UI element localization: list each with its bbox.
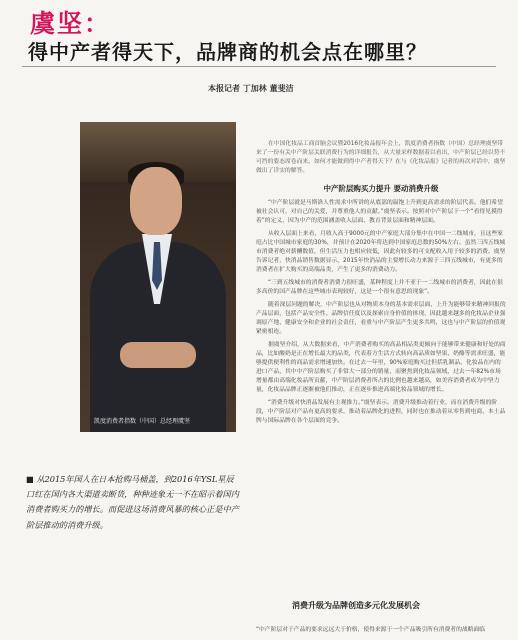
article-paragraph: “三到五线城市的消费者消费力很旺盛，某种程度上并不亚于一二线城市的消费者，因此在很多高价的国产品牌在这些城市表现较好，这是一个很有意思的现象”。 — [256, 280, 503, 295]
article-paragraph: “中产阶层对于产品的要求远远大于价格，使得来源于一个产品吸引所有消费者的战略面临 — [256, 627, 486, 633]
photo-face — [130, 167, 182, 235]
bullet-icon: ■ — [26, 474, 34, 484]
photo-hands — [120, 342, 196, 368]
article-paragraph: 据虞坚介绍，从大数据来看，中产消费者购买的高品相品类更倾向于能够带来健康和好处的商品，比如酸奶是正在增长最大的品类，代表着方生活方式转向高品质如坚果、奶酪等需求旺盛，能够提供便利性的商品需求增速加快。在过去一年里，90%家庭购买过但括乳制品、化妆品在内的进口产品，其中中产阶层购买了非常大一部分的销量，而聚焦到化妆品领域，过去一年82%市场增量都由高端化妆品所贡献，中产阶层消费者所占的比例也越来越高，如美容消费者成为中坚力量，化妆品品牌正逐渐被他们推动，正在逐步推进高端化妆品领域的增长。 — [256, 342, 506, 393]
article-body — [256, 140, 506, 430]
byline: 本报记者 丁加林 董斐洁 — [208, 84, 294, 93]
page-title: 得中产者得天下，品牌商的机会点在哪里？ — [28, 40, 427, 64]
interviewee-kicker: 虞坚： — [30, 9, 112, 38]
sidebar-note — [26, 472, 240, 533]
sidebar-note-text: 从2015年国人在日本抢购马桶盖，到2016年YSL星辰口红在国内各大渠道卖断货，种种迹象无一不在昭示着国内消费者购买力的增长。而促进这场消费风暴的核心正是中产阶层推动的消费升级。 — [26, 474, 239, 530]
photo-caption: 凯度消费者指数（中国）总经理虞坚 — [94, 418, 191, 425]
portrait-photo — [80, 122, 236, 432]
section-heading: 中产阶层购买力提升 要动消费升级 — [323, 184, 439, 193]
article-paragraph: “中产阶层就是马斯洛人性需求中所讲的从底部的温饱上升到更高需求的阶层代表。他们希望被社会认可，对自己的关爱，并尊重他人的贡献。”虞坚表示。按照对中产阶层下一个“看得见摸得着”的定义，因为中产的范围涵盖收入层面、教育背景层面和精神层面。 — [256, 200, 503, 224]
article-paragraph: “消费升级对快消品发展有主观推力。”虞坚表示。消费升级推动着行业，而在消费升级的阶段，中产阶层对产品有更高的要求，推动着品牌化的进程，同时也在推动着从零售到电商、本土品牌与国际品牌在各个层面的竞争。 — [256, 400, 506, 424]
article-paragraph: 随着深层问题的解决，中产阶层也从对物质本身的基本需求层面，上升为能够带来精神回报的产品层面，包括产品安全性、品牌信任度以及探索自身价值的体现，因此越来越多的化妆品企业强调原产地、健康安全和企业的社会责任，看重与中产阶层产生更多共鸣，这也与中产阶层的价值观紧密相连。 — [256, 302, 506, 335]
article-intro: 在中国化妆品工商首脑会议暨2016化妆品报年会上，凯度消费者指数（中国）总经理虞坚带来了一份有关中产阶层关联消费行为的详细报告，从大量采样数据着以看出，中产阶层已经以势不可挡的姿态席卷而来。如何才能做到得中产者得天下？在与《化妆品报》记者的再次对话中，虞坚做出了详实的解答。 — [256, 141, 506, 174]
article-paragraph: 从收入层面上来看，月收入高于9000元的中产家庭大部分集中在中国一二线城市，且这些家庭占比中国城市家庭的30%，并预计在2020年将达到中国家庭总数的50%左右。虽然三四五线城市消费者绝对薪酬数值，但生活压力也相应较低，因此有较多的可支配收入用于较多的消费。虞坚告诉记者，快消品销售数据显示，2015年快消品的主要增长动力来源于三四五线城市，有更多的消费者在扩大购买的高端品类，产生了更多的消费动力。 — [256, 231, 506, 273]
headline-divider — [22, 66, 496, 67]
section-heading: 消费升级为品牌创造多元化发展机会 — [292, 601, 420, 610]
